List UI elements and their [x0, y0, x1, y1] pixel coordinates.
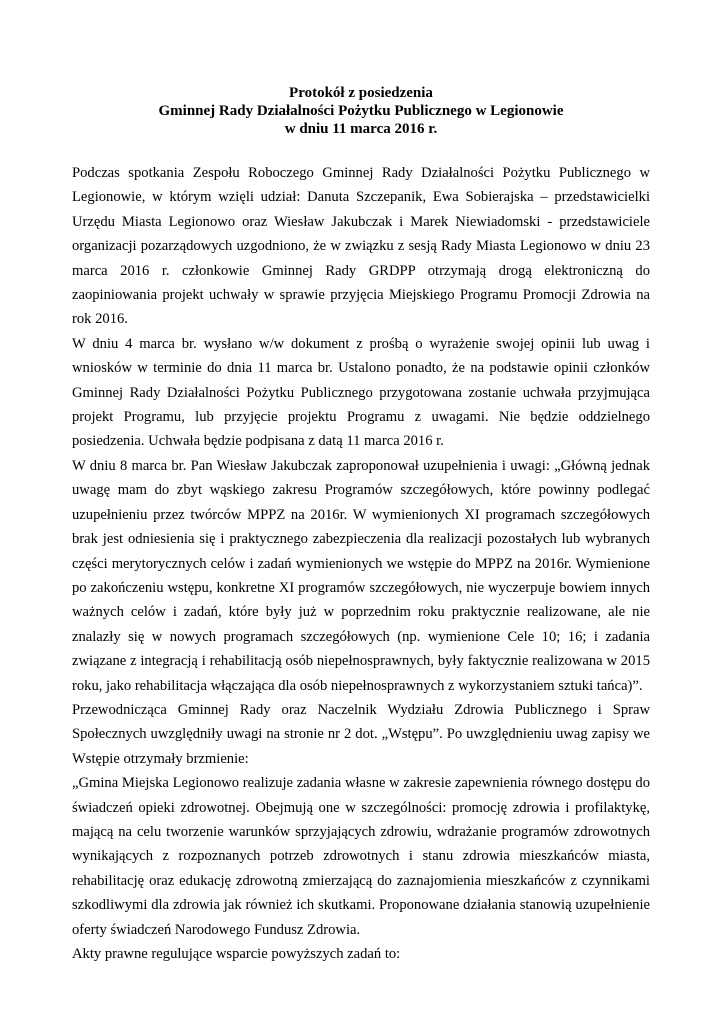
paragraph-meeting-summary: Podczas spotkania Zespołu Roboczego Gminnej Rady Działalności Pożytku Publicznego w Legionowie, w którym wzięli udział: Danuta Szczepanik, Ewa Sobierajska – przedstawicielki Urzędu Miasta Legionowo oraz Wiesław Jakubczak i Marek Niewiadomski - przedstawiciele organizacji pozarządowych uzgodniono, że w związku z sesją Rady Miasta Legionowo w dniu 23 marca 2016 r. członkowie Gminnej Rady GRDPP otrzymają drogą elektroniczną do zaopiniowania projekt uchwały w sprawie przyjęcia Miejskiego Programu Promocji Zdrowia na rok 2016. — [72, 165, 650, 328]
title-line-2: Gminnej Rady Działalności Pożytku Publicznego w Legionowie — [158, 103, 564, 119]
paragraph-proposal: W dniu 8 marca br. Pan Wiesław Jakubczak zaproponował uzupełnienia i uwagi: „Główną jednak uwagę mam do zbyt wąskiego zakresu Programów szczegółowych, które powinny podlegać uzupełnieniu przez twórców MPPZ na 2016r. W wymienionych XI programach szczegółowych brak jest odniesienia się i praktycznego zabezpieczenia dla realizacji pozostałych lub wybranych części merytorycznych celów i zadań wymienionych we wstępie do MPPZ na 2016r. Wymienione po zakończeniu wstępu, konkretne XI programów szczegółowych, nie wyczerpuje bowiem innych ważnych celów i zadań, które były już w poprzednim roku praktycznie realizowane, ale nie znalazły się w nowych programach szczegółowych (np. wymienione Cele 10; 16; i zadania związane z integracją i rehabilitacją osób niepełnosprawnych, były faktycznie realizowana w 2015 roku, jako rehabilitacja włączająca dla osób niepełnosprawnych z wykorzystaniem sztuki tańca)”. — [72, 457, 650, 694]
paragraph-remarks-accepted: Przewodnicząca Gminnej Rady oraz Naczelnik Wydziału Zdrowia Publicznego i Spraw Społecznych uwzględniły uwagi na stronie nr 2 dot. „Wstępu”. Po uwzględnieniu uwag zapisy we Wstępie otrzymały brzmienie: — [72, 701, 650, 767]
paragraph-introduction-quote: „Gmina Miejska Legionowo realizuje zadania własne w zakresie zapewnienia równego dostępu do świadczeń opieki zdrowotnej. Obejmują one w szczególności: promocję zdrowia i profilaktykę, mającą na celu tworzenie warunków sprzyjających zdrowiu, wdrażanie programów zdrowotnych wynikających z rozpoznanych potrzeb zdrowotnych i stanu zdrowia mieszkańców miasta, rehabilitację oraz edukację zdrowotną zmierzającą do zaznajomienia mieszkańców z czynnikami szkodliwymi dla zdrowia jak również ich skutkami. Proponowane działania stanowią uzupełnienie oferty świadczeń Narodowego Fundusz Zdrowia. — [72, 775, 650, 938]
paragraph-legal-acts: Akty prawne regulujące wsparcie powyższych zadań to: — [72, 946, 401, 962]
paragraph-document-sent: W dniu 4 marca br. wysłano w/w dokument z prośbą o wyrażenie swojej opinii lub uwag i wniosków w terminie do dnia 11 marca br. Ustalono ponadto, że na podstawie opinii członków Gminnej Rady Działalności Pożytku Publicznego przygotowana zostanie uchwała przyjmująca projekt Programu, lub przyjęcie projektu Programu z uwagami. Nie będzie oddzielnego posiedzenia. Uchwała będzie podpisana z datą 11 marca 2016 r. — [72, 335, 650, 450]
document-title — [72, 84, 650, 138]
document-page — [72, 84, 650, 966]
title-line-3: w dniu 11 marca 2016 r. — [284, 121, 438, 137]
title-line-1: Protokół z posiedzenia — [289, 85, 433, 101]
